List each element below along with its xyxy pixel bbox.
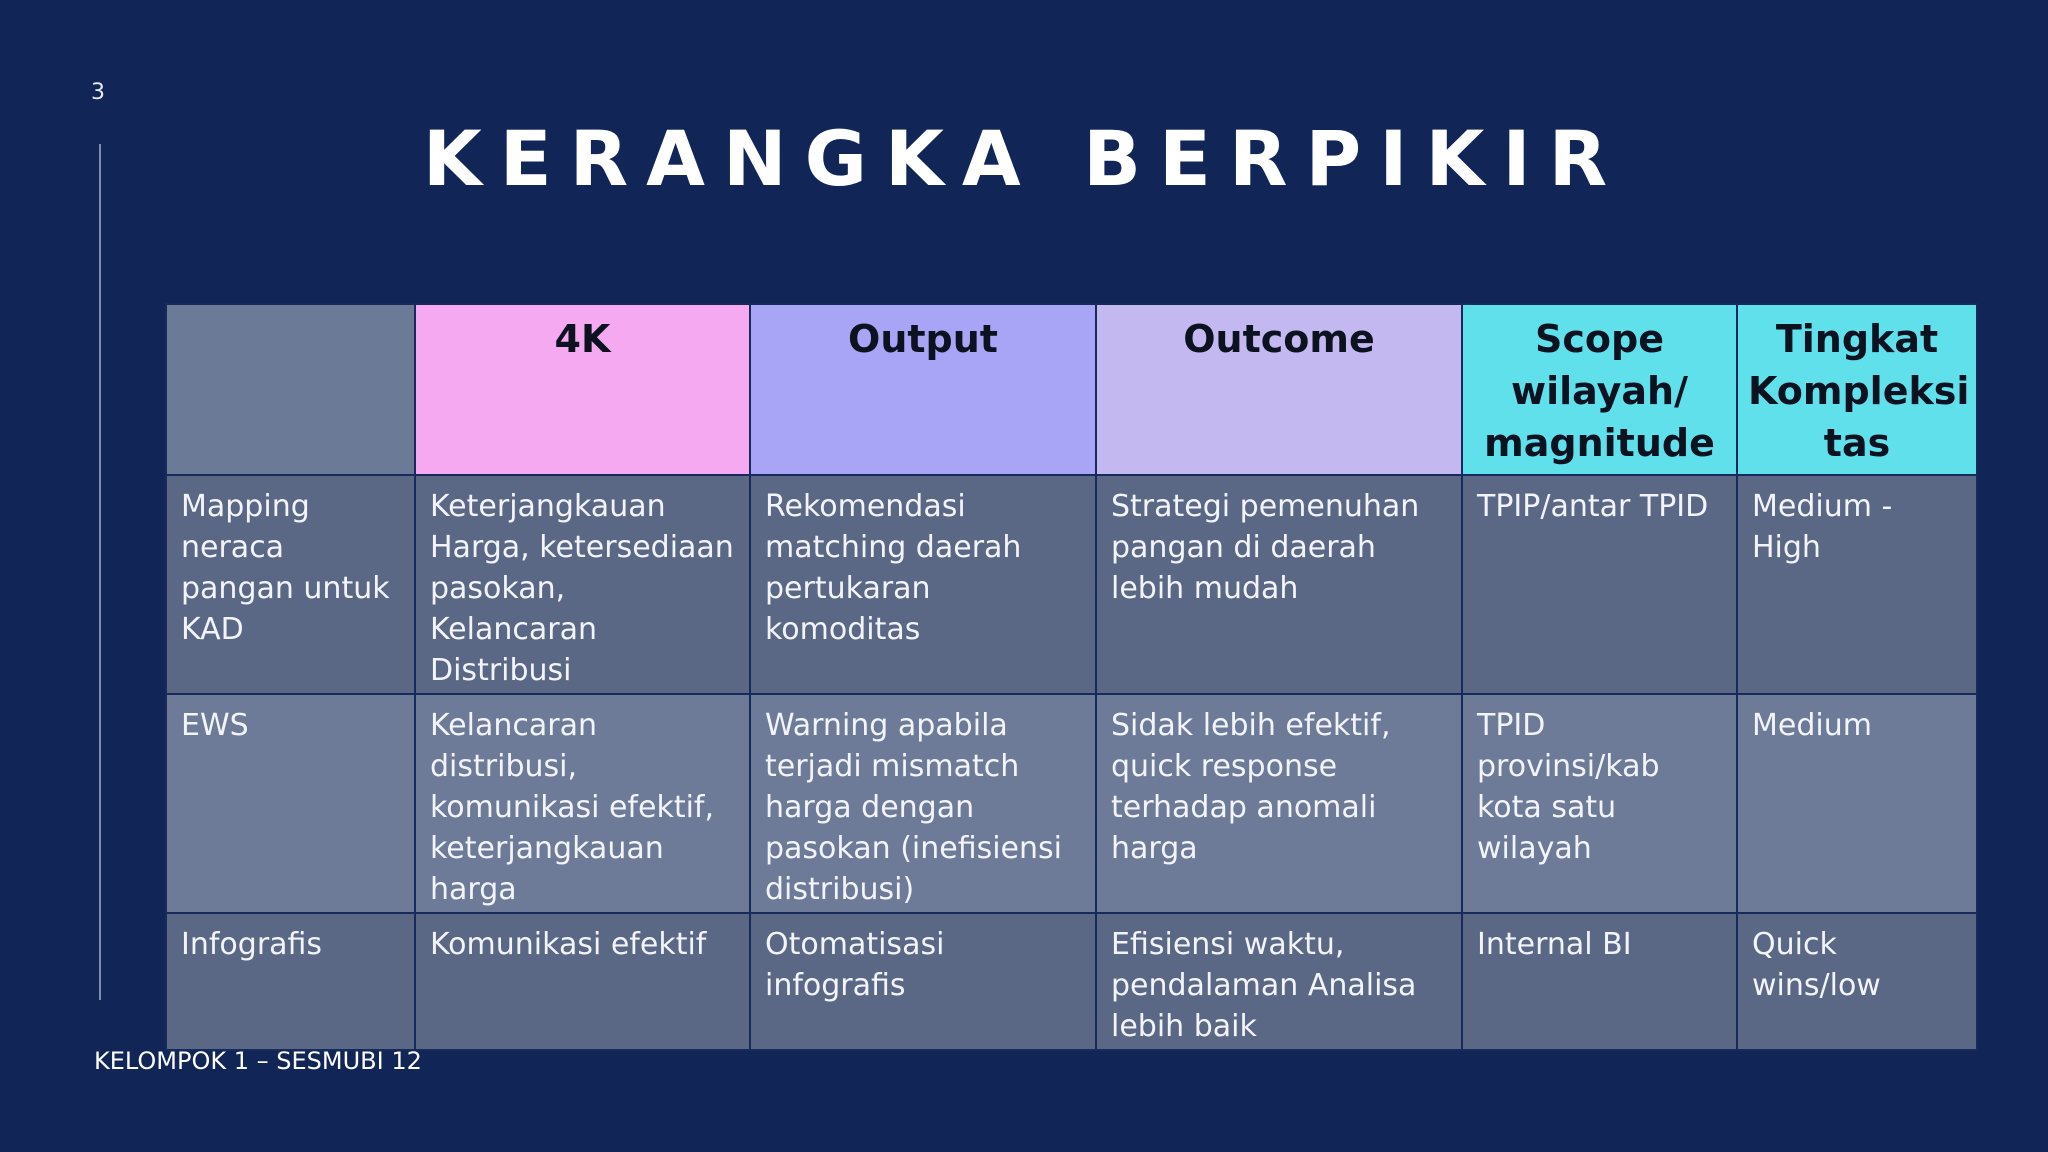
cell-4k: Komunikasi efektif [415,913,750,1050]
header-outcome: Outcome [1096,304,1462,475]
table-header-row [166,304,1977,475]
header-scope: Scope wilayah/ magnitude [1462,304,1737,475]
footer-text: KELOMPOK 1 – SESMUBI 12 [94,1047,422,1075]
cell-output: Rekomendasi matching daerah pertukaran komoditas [750,475,1096,694]
slide-number: 3 [91,80,105,105]
cell-complexity: Quick wins/low [1737,913,1977,1050]
table-row [166,913,1977,1050]
cell-outcome: Sidak lebih efektif, quick response terhadap anomali harga [1096,694,1462,913]
cell-item: Mapping neraca pangan untuk KAD [166,475,415,694]
cell-complexity: Medium [1737,694,1977,913]
table-row [166,475,1977,694]
cell-scope: Internal BI [1462,913,1737,1050]
cell-output: Warning apabila terjadi mismatch harga dengan pasokan (inefisiensi distribusi) [750,694,1096,913]
header-4k: 4K [415,304,750,475]
cell-scope: TPIP/antar TPID [1462,475,1737,694]
decorative-vertical-line [99,144,101,1000]
slide-title: KERANGKA BERPIKIR [422,114,1626,203]
table-row [166,694,1977,913]
cell-item: Infografis [166,913,415,1050]
header-empty-cell [166,304,415,475]
header-output: Output [750,304,1096,475]
cell-scope: TPID provinsi/kab kota satu wilayah [1462,694,1737,913]
cell-complexity: Medium - High [1737,475,1977,694]
cell-outcome: Strategi pemenuhan pangan di daerah lebih mudah [1096,475,1462,694]
cell-outcome: Efisiensi waktu, pendalaman Analisa lebih baik [1096,913,1462,1050]
header-complexity: Tingkat Kompleksi tas [1737,304,1977,475]
cell-4k: Keterjangkauan Harga, ketersediaan pasokan, Kelancaran Distribusi [415,475,750,694]
framework-table [165,303,1978,1051]
cell-output: Otomatisasi infografis [750,913,1096,1050]
cell-4k: Kelancaran distribusi, komunikasi efektif, keterjangkauan harga [415,694,750,913]
cell-item: EWS [166,694,415,913]
